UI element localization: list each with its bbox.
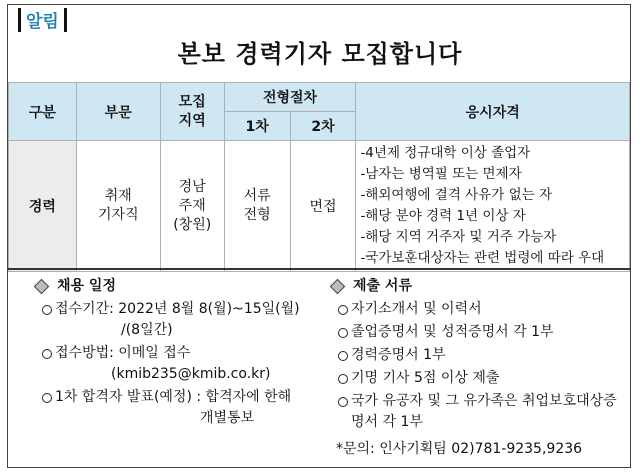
cell-line: 기자직 bbox=[98, 207, 139, 223]
schedule-item bbox=[34, 343, 324, 385]
header-region-line: 지역 bbox=[178, 112, 206, 129]
schedule-line: 1차 합격자 발표(예정) : 합격자에 한해 bbox=[55, 389, 292, 405]
cell-line: (창원) bbox=[173, 216, 212, 233]
section-divider bbox=[8, 268, 630, 270]
schedule-heading bbox=[34, 276, 324, 297]
contact-info: *문의: 인사기획팀 02)781-9235,9236 bbox=[336, 441, 583, 457]
diamond-bullet-icon bbox=[330, 279, 346, 295]
circle-bullet-icon bbox=[42, 349, 52, 359]
schedule-heading-text: 채용 일정 bbox=[57, 278, 116, 294]
schedule-line: 개별통보 bbox=[200, 410, 255, 426]
circle-bullet-icon bbox=[42, 393, 52, 403]
schedule-line: 접수방법: 이메일 접수 bbox=[55, 345, 191, 361]
cell-department bbox=[76, 141, 160, 272]
header-category: 구분 bbox=[9, 83, 77, 141]
documents-heading bbox=[330, 276, 630, 297]
document-item bbox=[330, 322, 630, 343]
cell-category: 경력 bbox=[9, 141, 77, 272]
document-item bbox=[330, 368, 630, 389]
document-line: 졸업증명서 및 성적증명서 각 1부 bbox=[351, 324, 554, 340]
document-line: 자기소개서 및 이력서 bbox=[351, 301, 482, 317]
schedule-line: /(8일간) bbox=[121, 322, 173, 338]
qualification-item: -국가보훈대상자는 관련 법령에 따라 우대 bbox=[360, 250, 605, 266]
document-line: 명서 각 1부 bbox=[351, 414, 423, 430]
qualification-item: -해외여행에 결격 사유가 없는 자 bbox=[360, 187, 553, 203]
document-line: 기명 기사 5점 이상 제출 bbox=[351, 370, 500, 386]
schedule-section bbox=[34, 276, 324, 429]
cell-line: 주재 bbox=[178, 197, 206, 214]
documents-section bbox=[330, 276, 630, 460]
document-line: 경력증명서 1부 bbox=[351, 347, 446, 363]
document-item bbox=[330, 345, 630, 366]
page-title: 본보 경력기자 모집합니다 bbox=[177, 40, 463, 68]
circle-bullet-icon bbox=[338, 374, 348, 384]
schedule-line: 접수기간: 2022년 8월 8(월)~15일(월) bbox=[55, 301, 300, 317]
schedule-line: (kmib235@kmib.co.kr) bbox=[111, 366, 271, 382]
cell-line: 취재 bbox=[104, 188, 132, 204]
diamond-bullet-icon bbox=[34, 279, 50, 295]
cell-region bbox=[160, 141, 224, 272]
circle-bullet-icon bbox=[42, 305, 52, 315]
cell-step1 bbox=[224, 141, 290, 272]
header-region bbox=[160, 83, 224, 141]
notice-tag: 알림 bbox=[18, 6, 67, 32]
recruitment-table bbox=[8, 82, 630, 272]
qualification-item: -해당 지역 거주자 및 거주 가능자 bbox=[360, 229, 557, 245]
header-step1: 1차 bbox=[224, 112, 290, 141]
header-department: 부문 bbox=[76, 83, 160, 141]
header-region-line: 모집 bbox=[178, 93, 206, 110]
header-step2: 2차 bbox=[290, 112, 356, 141]
circle-bullet-icon bbox=[338, 305, 348, 315]
cell-qualifications bbox=[356, 141, 630, 272]
document-item bbox=[330, 391, 630, 433]
document-line: 국가 유공자 및 그 유가족은 취업보호대상증 bbox=[351, 393, 617, 409]
cell-line: 서류 bbox=[243, 188, 271, 204]
circle-bullet-icon bbox=[338, 397, 348, 407]
header-process: 전형절차 bbox=[224, 83, 356, 112]
qualification-item: -해당 분야 경력 1년 이상 자 bbox=[360, 208, 526, 224]
documents-heading-text: 제출 서류 bbox=[353, 278, 412, 294]
qualification-item: -남자는 병역필 또는 면제자 bbox=[360, 166, 522, 182]
circle-bullet-icon bbox=[338, 351, 348, 361]
schedule-item bbox=[34, 387, 324, 429]
schedule-item bbox=[34, 299, 324, 341]
document-item bbox=[330, 299, 630, 320]
qualification-item: -4년제 정규대학 이상 졸업자 bbox=[360, 145, 531, 161]
cell-step2: 면접 bbox=[290, 141, 356, 272]
header-qualification: 응시자격 bbox=[356, 83, 630, 141]
cell-line: 경남 bbox=[178, 178, 206, 195]
circle-bullet-icon bbox=[338, 328, 348, 338]
cell-line: 전형 bbox=[243, 207, 271, 223]
